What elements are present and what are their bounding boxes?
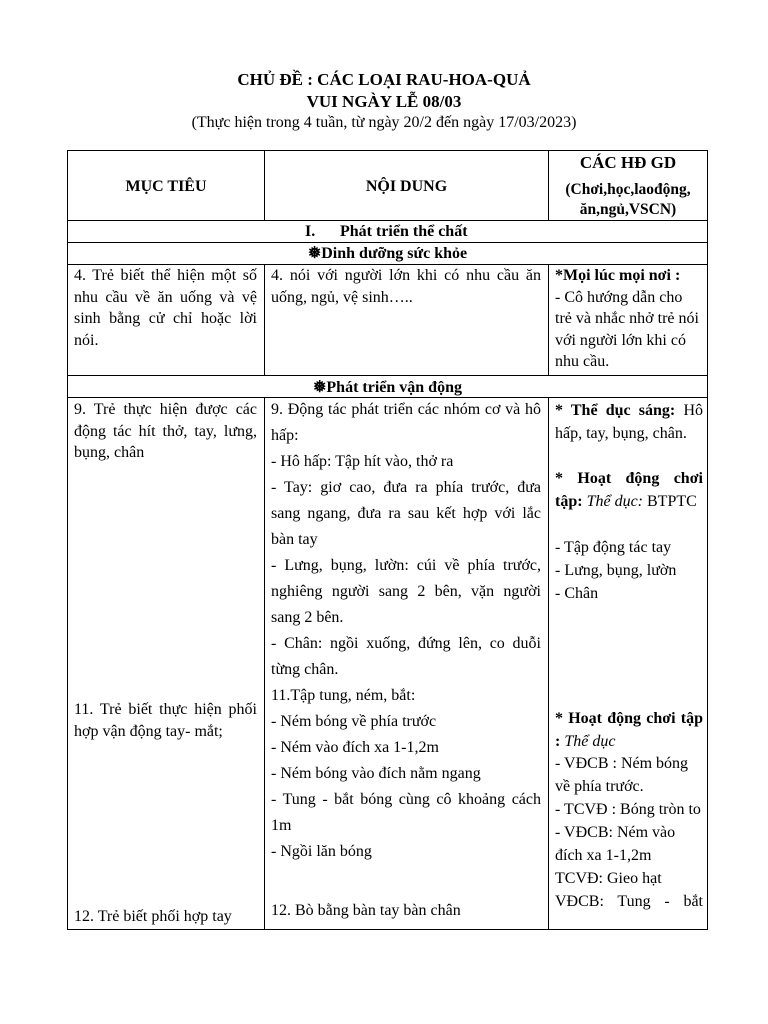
content-line: - Lưng, bụng, lườn: cúi về phía trước, nghiêng người sang 2 bên, vặn người sang 2 bên. [271,557,541,626]
activity-play-2-list [555,752,703,913]
col-header-activities: CÁC HĐ GD [579,153,677,172]
content-line: - Ném vào đích xa 1-1,2m [271,739,439,756]
activity-morning-title: * Thể dục sáng: [555,402,676,419]
list-item: - Chân [555,585,599,602]
content-line-12: 12. Bò bằng bàn tay bàn chân [271,902,461,919]
list-item: - Tập động tác tay [555,539,672,556]
goal-11: 11. Trẻ biết thực hiện phối hợp vận động tay- mắt; [74,701,257,740]
activity-play-1-text: BTPTC [647,493,697,510]
content-line: 11.Tập tung, ném, bắt: [271,687,416,704]
activity-play-2-italic: Thể dục [564,733,616,750]
content-line: - Tung - bắt bóng cùng cô khoảng cách 1m [271,791,541,834]
content-line: - Ngồi lăn bóng [271,843,372,860]
subsection-motor: ❅Phát triển vận động [313,379,462,396]
activity-morning-exercise [555,399,703,445]
goal-9: 9. Trẻ thực hiện được các động tác hít thở, tay, lưng, bụng, chân [74,401,257,461]
content-4: 4. nói với người lớn khi có nhu cầu ăn uống, ngủ, vệ sinh….. [271,267,541,306]
list-item: - VĐCB: Ném vào đích xa 1-1,2m [555,824,676,864]
col-header-activities-sub1: (Chơi,học,laođộng, [565,181,691,198]
activity-anytime-title: *Mọi lúc mọi nơi : [555,267,681,284]
list-item: VĐCB: Tung - bắt [555,893,703,910]
list-item: - Lưng, bụng, lườn [555,562,677,579]
activity-morning-text: Hô hấp, tay, bụng, chân. [555,402,704,442]
activity-anytime [555,265,703,373]
activity-play-2-title: * Hoạt động chơi tập : [555,710,703,750]
content-line: - Chân: ngồi xuống, đứng lên, co duỗi từng chân. [271,635,541,678]
topic-title: CHỦ ĐỀ : CÁC LOẠI RAU-HOA-QUẢ [237,70,531,89]
topic-subtitle: VUI NGÀY LỄ 08/03 [306,92,462,111]
snowflake-icon: ❅ [307,245,322,262]
subsection-nutrition: ❅Dinh dưỡng sức khỏe [307,245,468,262]
duration-note: (Thực hiện trong 4 tuần, từ ngày 20/2 đến ngày 17/03/2023) [191,114,577,131]
activity-play-1-italic: Thể dục: [586,493,643,510]
activity-play-1-list [555,536,703,605]
section-title: Phát triển thể chất [340,223,468,240]
goal-12: 12. Trẻ biết phối hợp tay [74,908,232,925]
col-header-content: NỘI DUNG [365,178,448,195]
activity-play-1 [555,467,703,513]
activity-anytime-text: - Cô hướng dẫn cho trẻ và nhắc nhở trẻ nói với người lớn khi có nhu cầu. [555,288,699,370]
list-item: TCVĐ: Gieo hạt [555,870,662,887]
activity-play-1-title: * Hoạt động chơi tập: [555,470,703,510]
content-line: - Hô hấp: Tập hít vào, thở ra [271,453,454,470]
col-header-activities-sub2: ăn,ngủ,VSCN) [579,201,677,218]
list-item: - VĐCB : Ném bóng về phía trước. [555,755,689,795]
content-line: - Tay: giơ cao, đưa ra phía trước, đưa sang ngang, đưa ra sau kết hợp với lắc bàn tay [271,479,541,548]
snowflake-icon: ❅ [313,379,327,396]
content-line: 9. Động tác phát triển các nhóm cơ và hô hấp: [271,401,541,444]
goal-4: 4. Trẻ biết thể hiện một số nhu cầu về ăn uống và vệ sinh bằng cử chỉ hoặc lời nói. [74,267,257,349]
content-motor [271,397,541,865]
activity-play-2 [555,707,703,753]
section-number: I. [305,223,316,240]
col-header-goal: MỤC TIÊU [125,178,207,195]
content-line: - Ném bóng về phía trước [271,713,437,730]
list-item: - TCVĐ : Bóng tròn to [555,801,701,818]
content-line: - Ném bóng vào đích nằm ngang [271,765,481,782]
